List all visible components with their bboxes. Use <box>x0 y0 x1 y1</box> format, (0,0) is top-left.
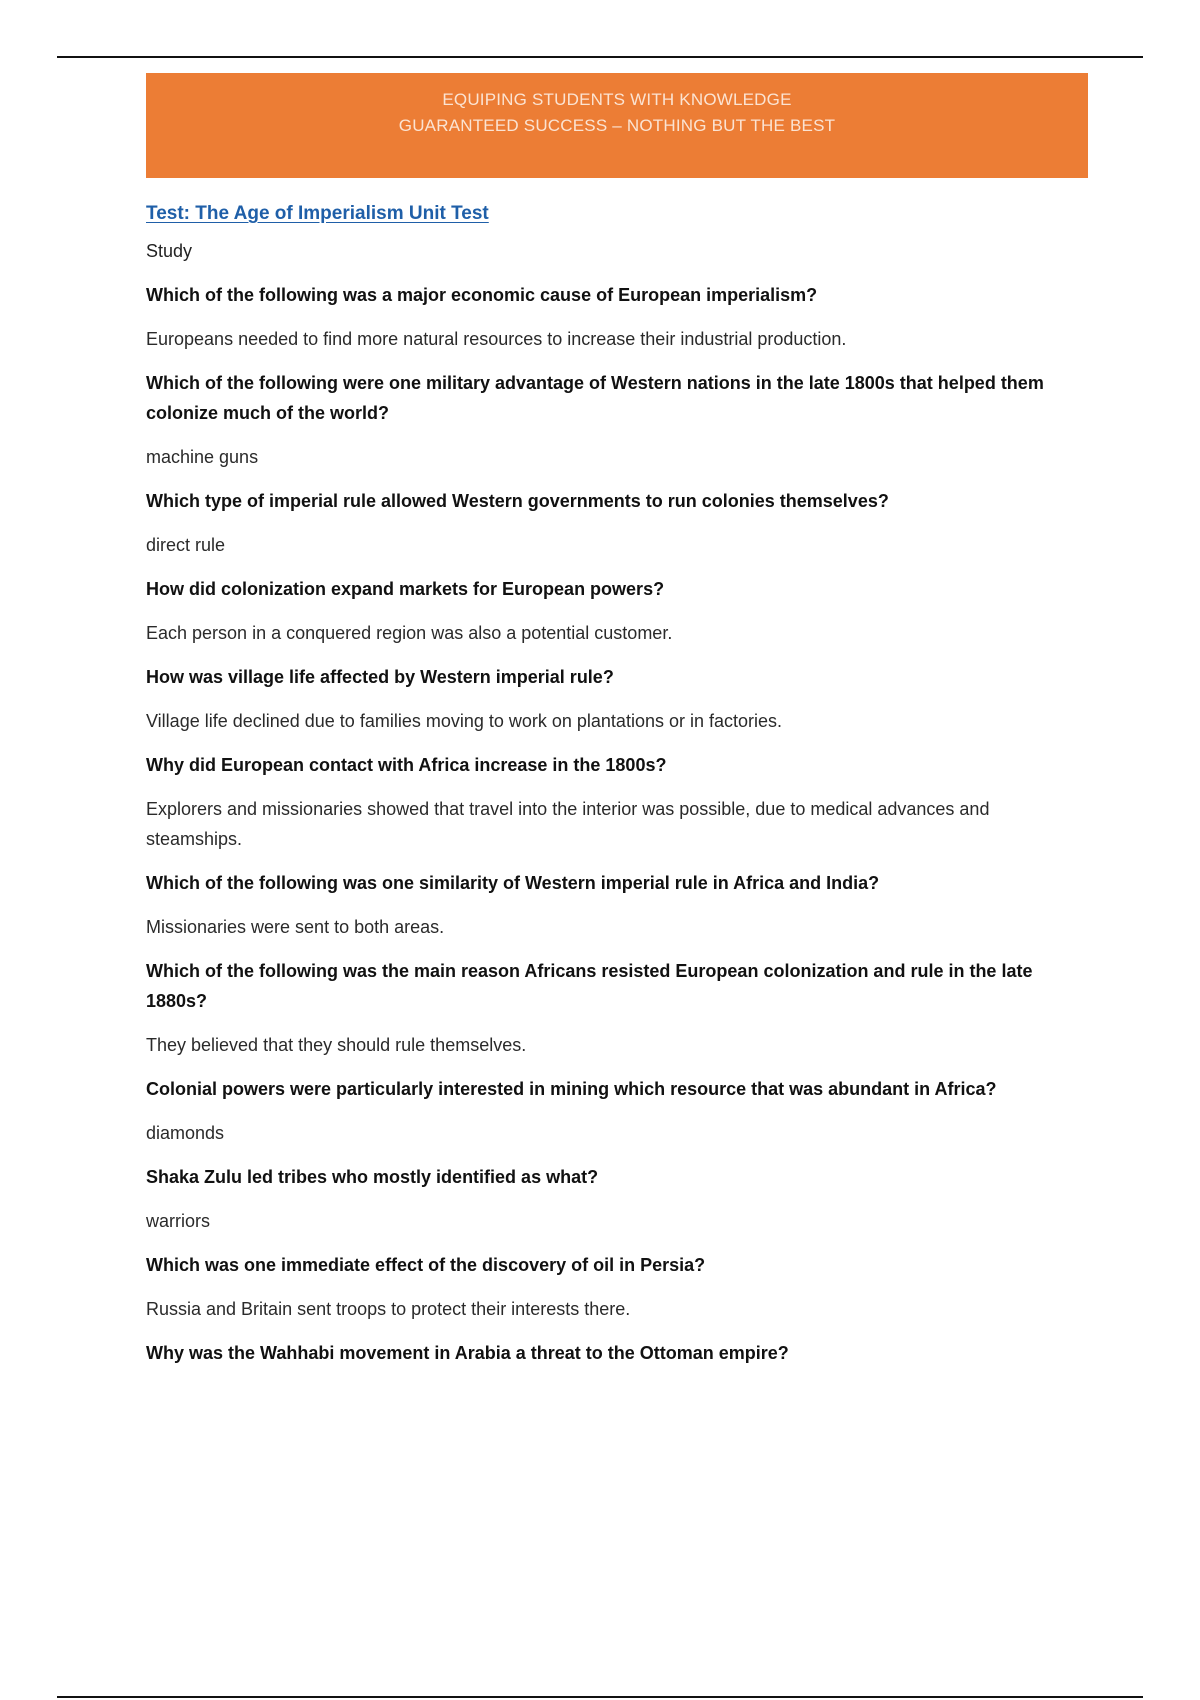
qa-item <box>146 486 1088 560</box>
qa-item <box>146 868 1088 942</box>
answer: They believed that they should rule themselves. <box>146 1035 527 1055</box>
answer: diamonds <box>146 1123 225 1143</box>
question: How did colonization expand markets for European powers? <box>146 579 665 599</box>
test-title-link[interactable]: Test: The Age of Imperialism Unit Test <box>146 203 489 224</box>
qa-item <box>146 574 1088 648</box>
answer: Europeans needed to find more natural resources to increase their industrial production. <box>146 329 847 349</box>
qa-item <box>146 956 1088 1060</box>
answer: Russia and Britain sent troops to protect their interests there. <box>146 1299 631 1319</box>
question: Which type of imperial rule allowed Western governments to run colonies themselves? <box>146 491 889 511</box>
qa-item <box>146 1338 1088 1368</box>
question: Which of the following were one military advantage of Western nations in the late 1800s that helped them colonize much of the world? <box>146 373 1044 423</box>
qa-item <box>146 1074 1088 1148</box>
qa-item <box>146 750 1088 854</box>
qa-item <box>146 662 1088 736</box>
qa-item <box>146 1250 1088 1324</box>
question: Colonial powers were particularly interested in mining which resource that was abundant in Africa? <box>146 1079 997 1099</box>
banner-line-2: GUARANTEED SUCCESS – NOTHING BUT THE BEST <box>398 116 836 135</box>
banner-line-1: EQUIPING STUDENTS WITH KNOWLEDGE <box>442 90 792 109</box>
answer: warriors <box>146 1211 211 1231</box>
qa-item <box>146 368 1088 472</box>
answer: direct rule <box>146 535 226 555</box>
question: Which of the following was the main reason Africans resisted European colonization and rule in the late 1880s? <box>146 961 1033 1011</box>
header-banner <box>146 73 1088 178</box>
question: Why was the Wahhabi movement in Arabia a threat to the Ottoman empire? <box>146 1343 789 1363</box>
top-rule <box>57 56 1143 58</box>
bottom-rule <box>57 1696 1143 1698</box>
qa-item <box>146 280 1088 354</box>
question: How was village life affected by Western imperial rule? <box>146 667 614 687</box>
qa-item <box>146 1162 1088 1236</box>
question: Shaka Zulu led tribes who mostly identified as what? <box>146 1167 599 1187</box>
answer: Missionaries were sent to both areas. <box>146 917 445 937</box>
answer: Village life declined due to families moving to work on plantations or in factories. <box>146 711 783 731</box>
study-label: Study <box>146 241 193 261</box>
answer: Each person in a conquered region was also a potential customer. <box>146 623 673 643</box>
answer: Explorers and missionaries showed that travel into the interior was possible, due to medical advances and steamships. <box>146 799 990 849</box>
question: Which of the following was a major economic cause of European imperialism? <box>146 285 818 305</box>
document-body <box>146 203 1088 1382</box>
question: Why did European contact with Africa increase in the 1800s? <box>146 755 667 775</box>
answer: machine guns <box>146 447 259 467</box>
question: Which of the following was one similarity of Western imperial rule in Africa and India? <box>146 873 880 893</box>
question: Which was one immediate effect of the discovery of oil in Persia? <box>146 1255 706 1275</box>
